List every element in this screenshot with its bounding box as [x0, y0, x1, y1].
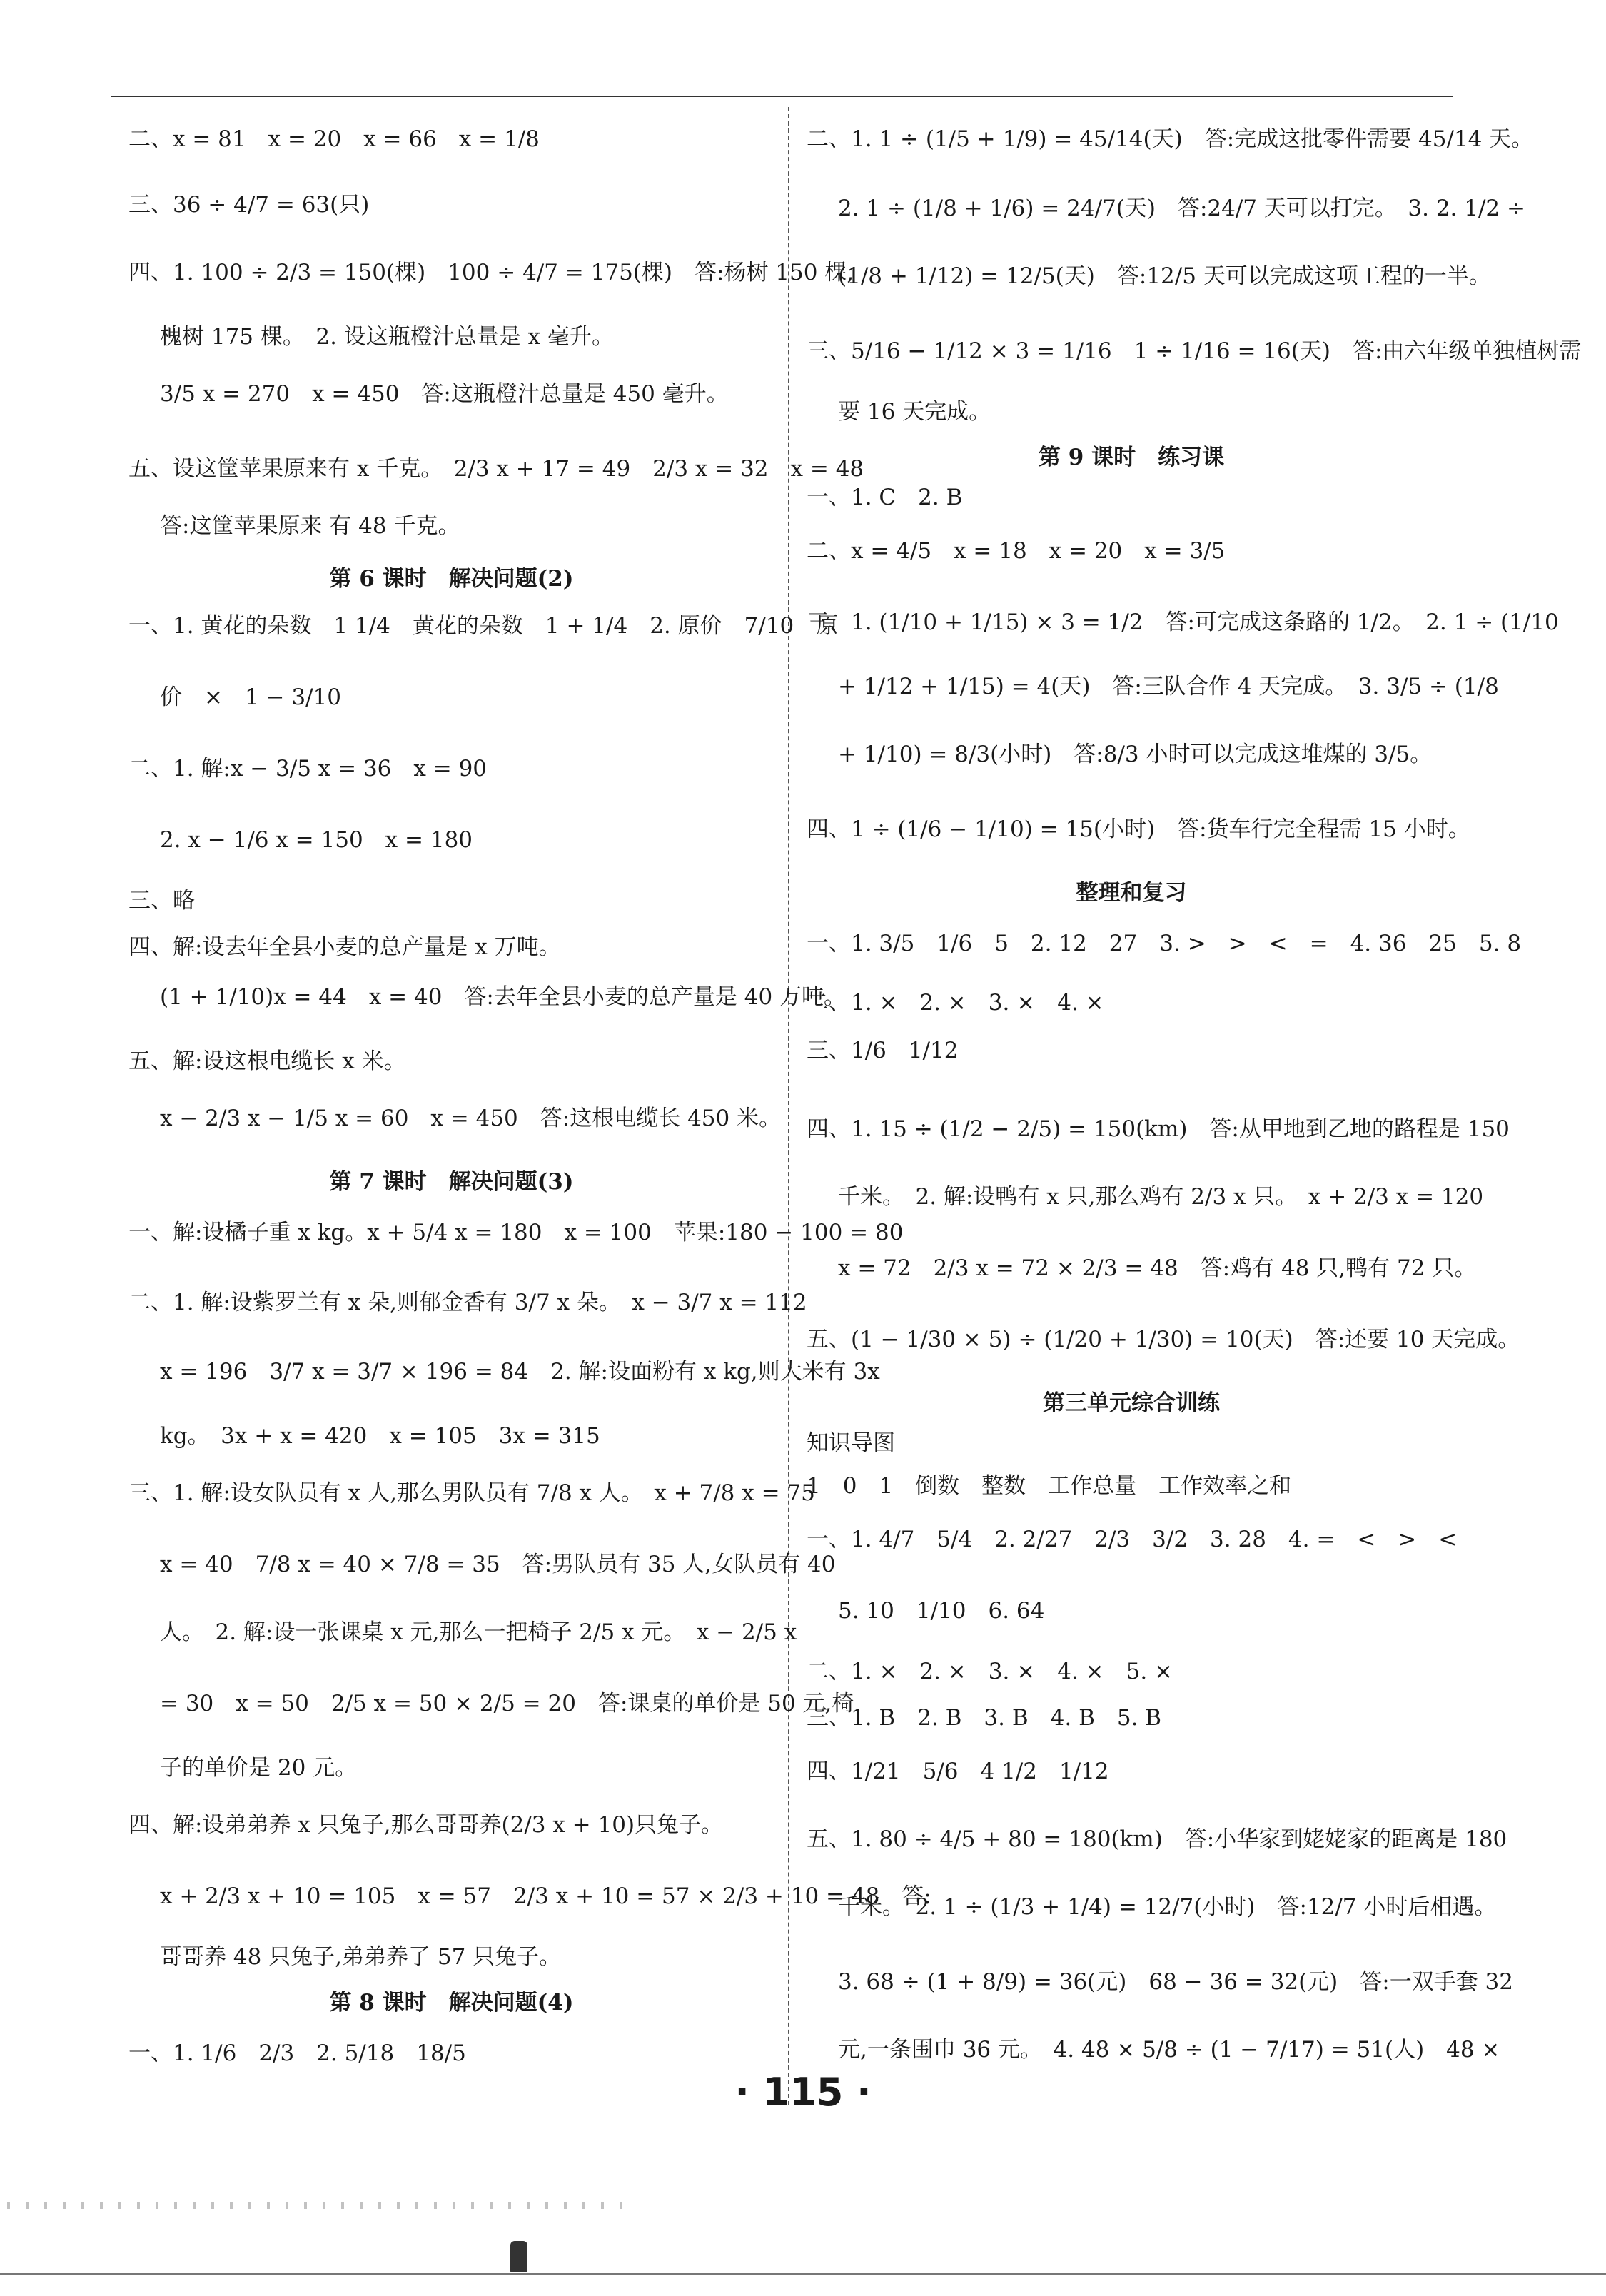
answer-line: 三、1. 解:设女队员有 x 人,那么男队员有 7/8 x 人。 x + 7/8 x = 75 [128, 1480, 815, 1506]
answer-line: 价 × 1 − 3/10 [160, 684, 341, 710]
answer-line: 二、1. 解:x − 3/5 x = 36 x = 90 [128, 756, 488, 782]
answer-line: 槐树 175 棵。 2. 设这瓶橙汁总量是 x 毫升。 [160, 324, 614, 350]
answer-line: 人。 2. 解:设一张课桌 x 元,那么一把椅子 2/5 x 元。 x − 2/5 x [160, 1619, 797, 1645]
answer-line: 要 16 天完成。 [838, 399, 991, 425]
section-title: 第 9 课时 练习课 [1038, 445, 1225, 470]
answer-line: 三、36 ÷ 4/7 = 63(只) [128, 192, 370, 218]
answer-line: 二、x = 81 x = 20 x = 66 x = 1/8 [128, 126, 540, 152]
answer-line: kg。 3x + x = 420 x = 105 3x = 315 [160, 1423, 600, 1449]
answer-line: 哥哥养 48 只兔子,弟弟养了 57 只兔子。 [160, 1944, 562, 1970]
answer-line: x + 2/3 x + 10 = 105 x = 57 2/3 x + 10 = 57 × 2/3 + 10 = 48 答: [160, 1883, 931, 1909]
answer-line: 四、解:设弟弟养 x 只兔子,那么哥哥养(2/3 x + 10)只兔子。 [128, 1812, 724, 1838]
answer-line: 五、1. 80 ÷ 4/5 + 80 = 180(km) 答:小华家到姥姥家的距离是 180 [807, 1826, 1507, 1852]
answer-line: 子的单价是 20 元。 [160, 1755, 358, 1781]
answer-line: x = 72 2/3 x = 72 × 2/3 = 48 答:鸡有 48 只,鸭有 72 只。 [838, 1255, 1477, 1281]
answer-line: 一、1. 4/7 5/4 2. 2/27 2/3 3/2 3. 28 4. = < > < [807, 1527, 1458, 1552]
answer-line: 1 0 1 倒数 整数 工作总量 工作效率之和 [807, 1473, 1292, 1499]
answer-line: + 1/12 + 1/15) = 4(天) 答:三队合作 4 天完成。 3. 3/5 ÷ (1/8 [838, 674, 1499, 699]
answer-line: 二、1. × 2. × 3. × 4. × 5. × [807, 1659, 1173, 1684]
answer-line: 四、1 ÷ (1/6 − 1/10) = 15(小时) 答:货车行完全程需 15 小时。 [807, 816, 1470, 842]
answer-line: x = 196 3/7 x = 3/7 × 196 = 84 2. 解:设面粉有 x kg,则大米有 3x [160, 1359, 880, 1385]
answer-line: 四、1/21 5/6 4 1/2 1/12 [807, 1759, 1109, 1784]
answer-line: + 1/10) = 8/3(小时) 答:8/3 小时可以完成这堆煤的 3/5。 [838, 742, 1433, 767]
answer-line: 五、设这筐苹果原来有 x 千克。 2/3 x + 17 = 49 2/3 x = 32 x = 48 [128, 456, 864, 482]
answer-line: 五、解:设这根电缆长 x 米。 [128, 1048, 406, 1074]
binding-mark [510, 2241, 527, 2272]
answer-line: 三、5/16 − 1/12 × 3 = 1/16 1 ÷ 1/16 = 16(天) 答:由六年级单独植树需 [807, 338, 1582, 364]
answer-line: 三、1. (1/10 + 1/15) × 3 = 1/2 答:可完成这条路的 1/2。 2. 1 ÷ (1/10 [807, 610, 1559, 635]
answer-line: = 30 x = 50 2/5 x = 50 × 2/5 = 20 答:课桌的单价是 50 元,椅 [160, 1691, 854, 1716]
answer-line: 四、1. 15 ÷ (1/2 − 2/5) = 150(km) 答:从甲地到乙地的路程是 150 [807, 1116, 1510, 1142]
answer-line: 5. 10 1/10 6. 64 [838, 1598, 1045, 1624]
section-title: 第 6 课时 解决问题(2) [329, 566, 574, 592]
answer-line: 3. 68 ÷ (1 + 8/9) = 36(元) 68 − 36 = 32(元) 答:一双手套 32 [838, 1969, 1513, 1995]
column-divider [788, 107, 789, 2105]
section-title: 第 7 课时 解决问题(3) [329, 1169, 574, 1195]
answer-line: 四、1. 100 ÷ 2/3 = 150(棵) 100 ÷ 4/7 = 175(棵) 答:杨树 150 棵, [128, 260, 854, 285]
answer-line: 三、1. B 2. B 3. B 4. B 5. B [807, 1705, 1162, 1731]
scan-artifact [7, 2202, 635, 2209]
answer-line: 四、解:设去年全县小麦的总产量是 x 万吨。 [128, 934, 561, 960]
answer-line: 二、1. × 2. × 3. × 4. × [807, 990, 1104, 1016]
answer-line: 二、1. 1 ÷ (1/5 + 1/9) = 45/14(天) 答:完成这批零件需要 45/14 天。 [807, 126, 1534, 152]
page-number: · 115 · [734, 2070, 872, 2115]
answer-line: (1 + 1/10)x = 44 x = 40 答:去年全县小麦的总产量是 40 万吨。 [160, 984, 847, 1010]
answer-line: 一、1. 1/6 2/3 2. 5/18 18/5 [128, 2040, 466, 2066]
answer-line: 2. x − 1/6 x = 150 x = 180 [160, 827, 473, 853]
answer-line: 二、1. 解:设紫罗兰有 x 朵,则郁金香有 3/7 x 朵。 x − 3/7 x = 112 [128, 1290, 807, 1315]
answer-line: (1/8 + 1/12) = 12/5(天) 答:12/5 天可以完成这项工程的一半。 [838, 263, 1491, 289]
answer-line: x = 40 7/8 x = 40 × 7/8 = 35 答:男队员有 35 人,女队员有 40 [160, 1552, 836, 1577]
section-title: 第 8 课时 解决问题(4) [329, 1990, 574, 2016]
answer-line: 一、1. C 2. B [807, 485, 963, 510]
answer-line: 千米。 2. 1 ÷ (1/3 + 1/4) = 12/7(小时) 答:12/7 小时后相遇。 [838, 1894, 1497, 1920]
section-title: 整理和复习 [1076, 880, 1187, 906]
answer-line: 知识导图 [807, 1430, 895, 1456]
answer-line: 2. 1 ÷ (1/8 + 1/6) = 24/7(天) 答:24/7 天可以打完。 3. 2. 1/2 ÷ [838, 196, 1525, 221]
answer-line: 三、1/6 1/12 [807, 1038, 959, 1063]
answer-line: 一、1. 3/5 1/6 5 2. 12 27 3. > > < = 4. 36 25 5. 8 [807, 931, 1522, 956]
answer-line: 元,一条围巾 36 元。 4. 48 × 5/8 ÷ (1 − 7/17) = 51(人) 48 × [838, 2037, 1500, 2063]
answer-line: 千米。 2. 解:设鸭有 x 只,那么鸡有 2/3 x 只。 x + 2/3 x = 120 [838, 1184, 1484, 1210]
answer-line: 五、(1 − 1/30 × 5) ÷ (1/20 + 1/30) = 10(天) 答:还要 10 天完成。 [807, 1327, 1520, 1352]
answer-line: 3/5 x = 270 x = 450 答:这瓶橙汁总量是 450 毫升。 [160, 381, 729, 407]
answer-line: 答:这筐苹果原来 有 48 千克。 [160, 513, 460, 539]
answer-line: 一、解:设橘子重 x kg。x + 5/4 x = 180 x = 100 苹果:180 − 100 = 80 [128, 1220, 904, 1245]
answer-line: 二、x = 4/5 x = 18 x = 20 x = 3/5 [807, 538, 1226, 564]
bottom-rule [0, 2273, 1606, 2275]
section-title: 第三单元综合训练 [1043, 1390, 1220, 1416]
answer-line: 一、1. 黄花的朵数 1 1/4 黄花的朵数 1 + 1/4 2. 原价 7/10 原 [128, 613, 839, 639]
answer-line: x − 2/3 x − 1/5 x = 60 x = 450 答:这根电缆长 450 米。 [160, 1106, 782, 1131]
top-rule [111, 96, 1453, 97]
answer-line: 三、略 [128, 888, 195, 914]
